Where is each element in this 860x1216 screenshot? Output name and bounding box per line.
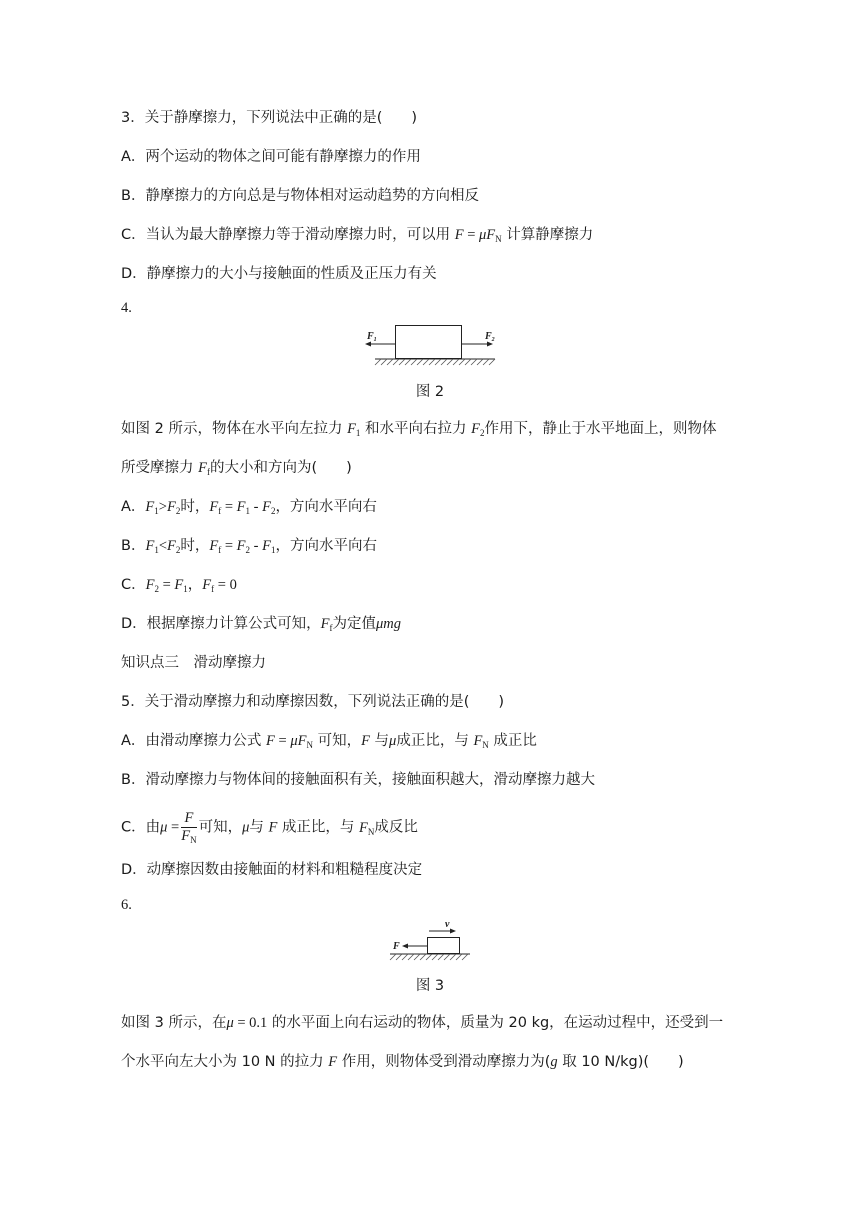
q3-c-text-pre: C．当认为最大静摩擦力等于滑动摩擦力时，可以用 (121, 227, 451, 243)
q5-a-f: F (361, 733, 370, 749)
q4-option-b (121, 536, 377, 556)
q5-a-mid1: 可知， (317, 733, 362, 749)
q6-number: 6. (121, 897, 132, 913)
q4-b-cond: $F_1<F_2$ (145, 538, 181, 555)
q4-stem1-c: 作用下，静止于水平地面上，则物体 (484, 421, 717, 437)
q6-stem1-b: 的水平面上向右运动的物体，质量为 20 kg，在运动过程中，还受到一 (271, 1015, 724, 1031)
ground-hatching (390, 954, 468, 960)
q4-a-formula: $F_f = F_1 - F_2$ (209, 499, 276, 516)
figure-2-diagram (360, 320, 510, 368)
q3-stem: 3．关于静摩擦力，下列说法中正确的是( ) (121, 110, 418, 126)
q4-b-mid: 时， (180, 538, 210, 554)
q4-stem-line1 (121, 419, 717, 439)
q5-c-pre: C．由 (121, 819, 161, 836)
figure-3-caption: 图 3 (415, 978, 445, 994)
q5-c-mid1: 可知， (198, 819, 243, 836)
q4-b-formula: $F_f = F_2 - F_1$ (209, 538, 276, 555)
q4-b-post: ，方向水平向右 (275, 538, 377, 554)
q6-stem-line1 (121, 1013, 723, 1033)
q4-stem1-a: 如图 2 所示，物体在水平向左拉力 (121, 421, 343, 437)
q4-a-mid: 时， (180, 499, 210, 515)
q4-option-d (121, 614, 401, 634)
q4-number: 4. (121, 300, 132, 316)
q4-f1-symbol: $F_1$ (347, 421, 361, 438)
q6-stem-line2 (121, 1052, 684, 1072)
q5-option-a (121, 731, 537, 751)
force-f1-arrow (365, 342, 395, 347)
q5-a-mid3: 成正比，与 (396, 733, 469, 749)
q6-stem2-c: 取 10 N/kg)( ) (562, 1054, 684, 1070)
q6-stem1-a: 如图 3 所示，在 (121, 1015, 227, 1031)
q4-d-pre: D．根据摩擦力计算公式可知， (121, 616, 321, 632)
label-f1: $F_1$ (367, 331, 377, 343)
q4-option-c (121, 575, 237, 595)
q3-option-d: D．静摩擦力的大小与接触面的性质及正压力有关 (121, 266, 437, 282)
q3-option-c (121, 225, 593, 245)
figure-3-diagram (385, 918, 475, 964)
ground-hatching (375, 359, 495, 365)
q6-f-symbol: F (328, 1054, 338, 1070)
q4-stem2-a: 所受摩擦力 (121, 460, 194, 476)
q5-a-mu: μ (389, 733, 397, 749)
force-f-arrow (402, 944, 427, 949)
q4-a-post: ，方向水平向右 (275, 499, 377, 515)
block (396, 326, 462, 359)
q6-stem2-b: 作用，则物体受到滑动摩擦力为( (341, 1054, 551, 1070)
q4-d-mid: 为定值 (332, 616, 377, 632)
q5-a-mid2: 与 (374, 733, 390, 749)
q5-c-post: 成反比 (374, 819, 418, 836)
q4-a-pre: A． (121, 499, 146, 515)
q5-c-fraction: $\frac{F}{F_N}$ (181, 810, 197, 845)
q4-c-pre: C． (121, 577, 146, 593)
q4-f2-symbol: $F_2$ (471, 421, 485, 438)
q5-a-fn: $F_N$ (473, 733, 489, 750)
q3-c-formula: $F = \mu F_N$ (454, 227, 502, 244)
q5-a-post: 成正比 (493, 733, 537, 749)
q4-stem1-b: 和水平向右拉力 (365, 421, 467, 437)
q4-d-umg: μmg (376, 616, 402, 632)
q4-stem2-b: 的大小和方向为( ) (209, 460, 352, 476)
q5-option-c: C．由μ = $\frac{F}{F_N}$ 可知，μ与 F 成正比，与 $F_N$成反比 (121, 810, 418, 845)
velocity-arrow (429, 929, 456, 934)
q5-c-mu2: μ (242, 819, 250, 836)
q5-option-d: D．动摩擦因数由接触面的材料和粗糙程度决定 (121, 862, 423, 878)
q5-stem: 5．关于滑动摩擦力和动摩擦因数，下列说法正确的是( ) (121, 694, 505, 710)
q5-c-fn: $F_N$ (359, 819, 375, 837)
figure-2-caption: 图 2 (415, 384, 445, 400)
q5-c-f: F (268, 819, 278, 836)
q4-a-cond: $F_1>F_2$ (145, 499, 181, 516)
q6-g-symbol: g (550, 1054, 558, 1070)
q4-option-a (121, 497, 377, 517)
q4-c-formula: $F_2 = F_1$，$F_f = 0$ (145, 577, 237, 594)
q4-d-ff: $F_f$ (320, 616, 333, 633)
force-f2-arrow (462, 342, 493, 347)
q5-option-b: B．滑动摩擦力与物体间的接触面积有关，接触面积越大，滑动摩擦力越大 (121, 772, 595, 788)
label-f2: $F_2$ (485, 331, 495, 343)
label-v: v (445, 919, 450, 930)
q5-c-mu: μ (160, 819, 168, 836)
q4-stem-line2 (121, 458, 352, 478)
q5-c-mid2: 与 (249, 819, 264, 836)
q5-a-pre: A．由滑动摩擦力公式 (121, 733, 262, 749)
q3-c-text-post: 计算静摩擦力 (506, 227, 594, 243)
q5-c-mid3: 成正比，与 (281, 819, 355, 836)
q3-option-a: A．两个运动的物体之间可能有静摩擦力的作用 (121, 149, 421, 165)
q5-a-formula: $F = \mu F_N$ (266, 733, 313, 750)
q4-b-pre: B． (121, 538, 146, 554)
q3-option-b: B．静摩擦力的方向总是与物体相对运动趋势的方向相反 (121, 188, 479, 204)
q6-mu-value: μ = 0.1 (226, 1015, 268, 1031)
label-f: F (393, 941, 400, 952)
section-heading: 知识点三 滑动摩擦力 (121, 655, 266, 671)
q6-stem2-a: 个水平向左大小为 10 N 的拉力 (121, 1054, 324, 1070)
q4-ff-symbol: $F_f$ (198, 460, 210, 477)
block (428, 938, 460, 954)
